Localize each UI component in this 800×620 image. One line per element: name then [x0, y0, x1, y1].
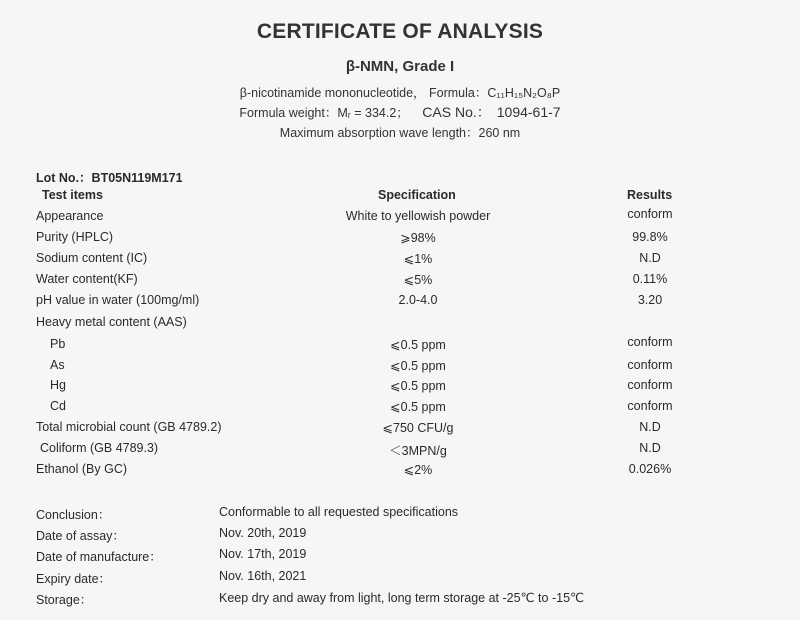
- row-result: 3.20: [637, 293, 663, 307]
- row-spec: ⩽0.5 ppm: [390, 400, 446, 414]
- chemical-name: β-nicotinamide mononucleotide，: [239, 86, 426, 100]
- row-item: Purity (HPLC): [36, 230, 114, 244]
- row-spec: ⩾98%: [400, 231, 436, 245]
- row-result: N.D: [639, 420, 661, 434]
- storage-value: Keep dry and away from light, long term storage at -25℃ to -15℃: [219, 591, 585, 605]
- formula-label: Formula：: [429, 86, 488, 100]
- row-result: 0.026%: [628, 462, 672, 476]
- row-spec: 2.0-4.0: [398, 293, 438, 307]
- conclusion-value: Conformable to all requested specifications: [219, 505, 459, 519]
- weight-cas-line: [0, 102, 800, 122]
- assay-date-label: Date of assay：: [36, 529, 125, 543]
- expiry-date-row: [0, 569, 800, 589]
- row-spec: White to yellowish powder: [345, 209, 491, 223]
- manufacture-date-label: Date of manufacture：: [36, 550, 162, 564]
- row-spec: ⩽0.5 ppm: [390, 379, 446, 393]
- cas-label: CAS No.：: [422, 104, 491, 120]
- product-name: β-NMN, Grade I: [345, 58, 455, 75]
- row-item: Cd: [50, 399, 66, 413]
- document-title: CERTIFICATE OF ANALYSIS: [256, 20, 544, 43]
- table-row: [0, 315, 800, 335]
- row-spec: ⩽0.5 ppm: [390, 359, 446, 373]
- assay-date-value: Nov. 20th, 2019: [219, 526, 307, 540]
- row-item: Sodium content (IC): [36, 251, 148, 265]
- assay-date-row: [0, 526, 800, 546]
- row-item: Water content(KF): [36, 272, 138, 286]
- absorption-line: Maximum absorption wave length：260 nm: [279, 126, 521, 140]
- table-row: [0, 399, 800, 419]
- row-item: Coliform (GB 4789.3): [40, 441, 159, 455]
- row-result: 99.8%: [632, 230, 668, 244]
- table-row: [0, 337, 800, 357]
- table-row: [0, 293, 800, 313]
- row-spec: ⩽1%: [403, 252, 433, 266]
- row-spec: ⩽0.5 ppm: [390, 338, 446, 352]
- row-item: Appearance: [36, 209, 104, 223]
- row-result: N.D: [639, 251, 661, 265]
- manufacture-date-value: Nov. 17th, 2019: [219, 547, 307, 561]
- row-item: Ethanol (By GC): [36, 462, 128, 476]
- formula-weight-value: Mᵣ = 334.2；: [337, 106, 409, 120]
- row-result: conform: [627, 335, 673, 349]
- table-row: [0, 378, 800, 398]
- formula-weight-label: Formula weight：: [239, 106, 338, 120]
- storage-row: [0, 590, 800, 610]
- table-row: [0, 272, 800, 292]
- row-item: pH value in water (100mg/ml): [36, 293, 200, 307]
- row-result: 0.11%: [632, 272, 668, 286]
- row-result: conform: [627, 378, 673, 392]
- storage-label: Storage：: [36, 593, 93, 607]
- row-result: conform: [627, 207, 673, 221]
- table-row: [0, 462, 800, 482]
- row-spec: ⩽2%: [403, 463, 433, 477]
- header-results: Results: [627, 188, 673, 202]
- table-row: [0, 209, 800, 229]
- table-row: [0, 358, 800, 378]
- row-spec: ＜3MPN/g: [389, 444, 447, 458]
- conclusion-label: Conclusion：: [36, 508, 111, 522]
- chemical-line: [0, 83, 800, 101]
- header-test-items: Test items: [42, 188, 103, 202]
- manufacture-date-row: [0, 547, 800, 567]
- table-row: [0, 230, 800, 250]
- row-item: Hg: [50, 378, 66, 392]
- row-result: conform: [627, 358, 673, 372]
- row-item: Pb: [50, 337, 66, 351]
- cas-value: 1094-61-7: [496, 104, 561, 120]
- lot-number: Lot No.：BT05N119M171: [36, 171, 183, 185]
- expiry-date-value: Nov. 16th, 2021: [219, 569, 307, 583]
- conclusion-row: [0, 505, 800, 525]
- row-item: As: [50, 358, 65, 372]
- formula-value: C₁₁H₁₅N₂O₈P: [487, 86, 561, 100]
- row-spec: ⩽750 CFU/g: [382, 421, 454, 435]
- row-item: Heavy metal content (AAS): [36, 315, 187, 329]
- row-result: conform: [627, 399, 673, 413]
- row-spec: ⩽5%: [403, 273, 433, 287]
- row-result: N.D: [639, 441, 661, 455]
- table-row: [0, 251, 800, 271]
- header-specification: Specification: [378, 188, 456, 202]
- row-item: Total microbial count (GB 4789.2): [36, 420, 222, 434]
- table-row: [0, 420, 800, 440]
- table-row: [0, 441, 800, 461]
- expiry-date-label: Expiry date：: [36, 572, 112, 586]
